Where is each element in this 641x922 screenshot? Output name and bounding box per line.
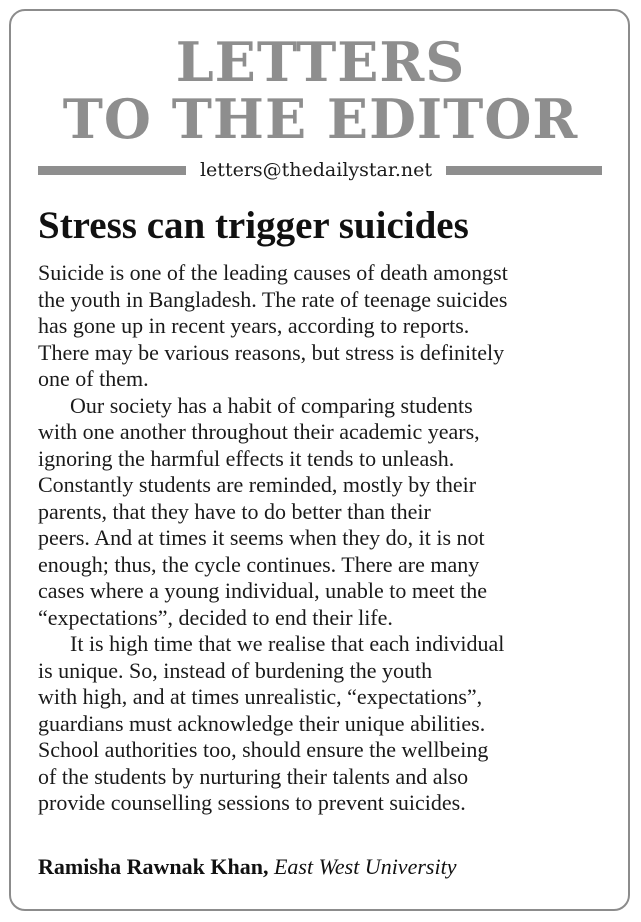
paragraph-line: one of them. [38, 366, 149, 391]
paragraph-line: with high, and at times unrealistic, “expectations”, [38, 684, 483, 709]
paragraph-line: Our society has a habit of comparing students [70, 392, 473, 418]
paragraph-line: “expectations”, decided to end their life. [38, 604, 393, 630]
paragraph-line: Suicide is one of the leading causes of death amongst [38, 260, 508, 285]
editor-email-address: letters@thedailystar.net [199, 159, 433, 181]
masthead-title-line-2: TO THE EDITOR [62, 87, 579, 151]
letter-paragraph [38, 393, 610, 632]
author-name: Ramisha Rawnak Khan, [38, 854, 269, 879]
paragraph-line: guardians must acknowledge their unique abilities. [38, 710, 486, 736]
paragraph-line: There may be various reasons, but stress is definitely [38, 339, 505, 365]
paragraph-line: Constantly students are reminded, mostly by their [38, 472, 477, 497]
author-affiliation: East West University [273, 854, 457, 879]
paragraph-line: ignoring the harmful effects it tends to unleash. [38, 445, 455, 471]
paragraph-line: enough; thus, the cycle continues. There are many [38, 551, 480, 577]
letter-headline: Stress can trigger suicides [38, 204, 469, 247]
paragraph-line: peers. And at times it seems when they do, it is not [38, 525, 485, 550]
letter-paragraph [38, 260, 610, 393]
divider-rule-right [446, 166, 602, 175]
paragraph-line: cases where a young individual, unable to meet the [38, 578, 488, 603]
paragraph-line: It is high time that we realise that each individual [70, 631, 505, 656]
paragraph-line: School authorities too, should ensure the wellbeing [38, 737, 489, 762]
letter-body [38, 260, 610, 817]
letter-paragraph [38, 631, 610, 817]
paragraph-line: has gone up in recent years, according to reports. [38, 313, 470, 338]
paragraph-line: with one another throughout their academic years, [38, 419, 480, 444]
paragraph-line: parents, that they have to do better than their [38, 498, 431, 524]
divider-rule-left [38, 166, 186, 175]
masthead-title-line-1: LETTERS [175, 30, 466, 94]
paragraph-line: of the students by nurturing their talents and also [38, 763, 469, 789]
paragraph-line: the youth in Bangladesh. The rate of teenage suicides [38, 286, 508, 312]
paragraph-line: provide counselling sessions to prevent suicides. [38, 790, 466, 815]
letter-byline [38, 853, 456, 881]
paragraph-line: is unique. So, instead of burdening the youth [38, 657, 433, 683]
